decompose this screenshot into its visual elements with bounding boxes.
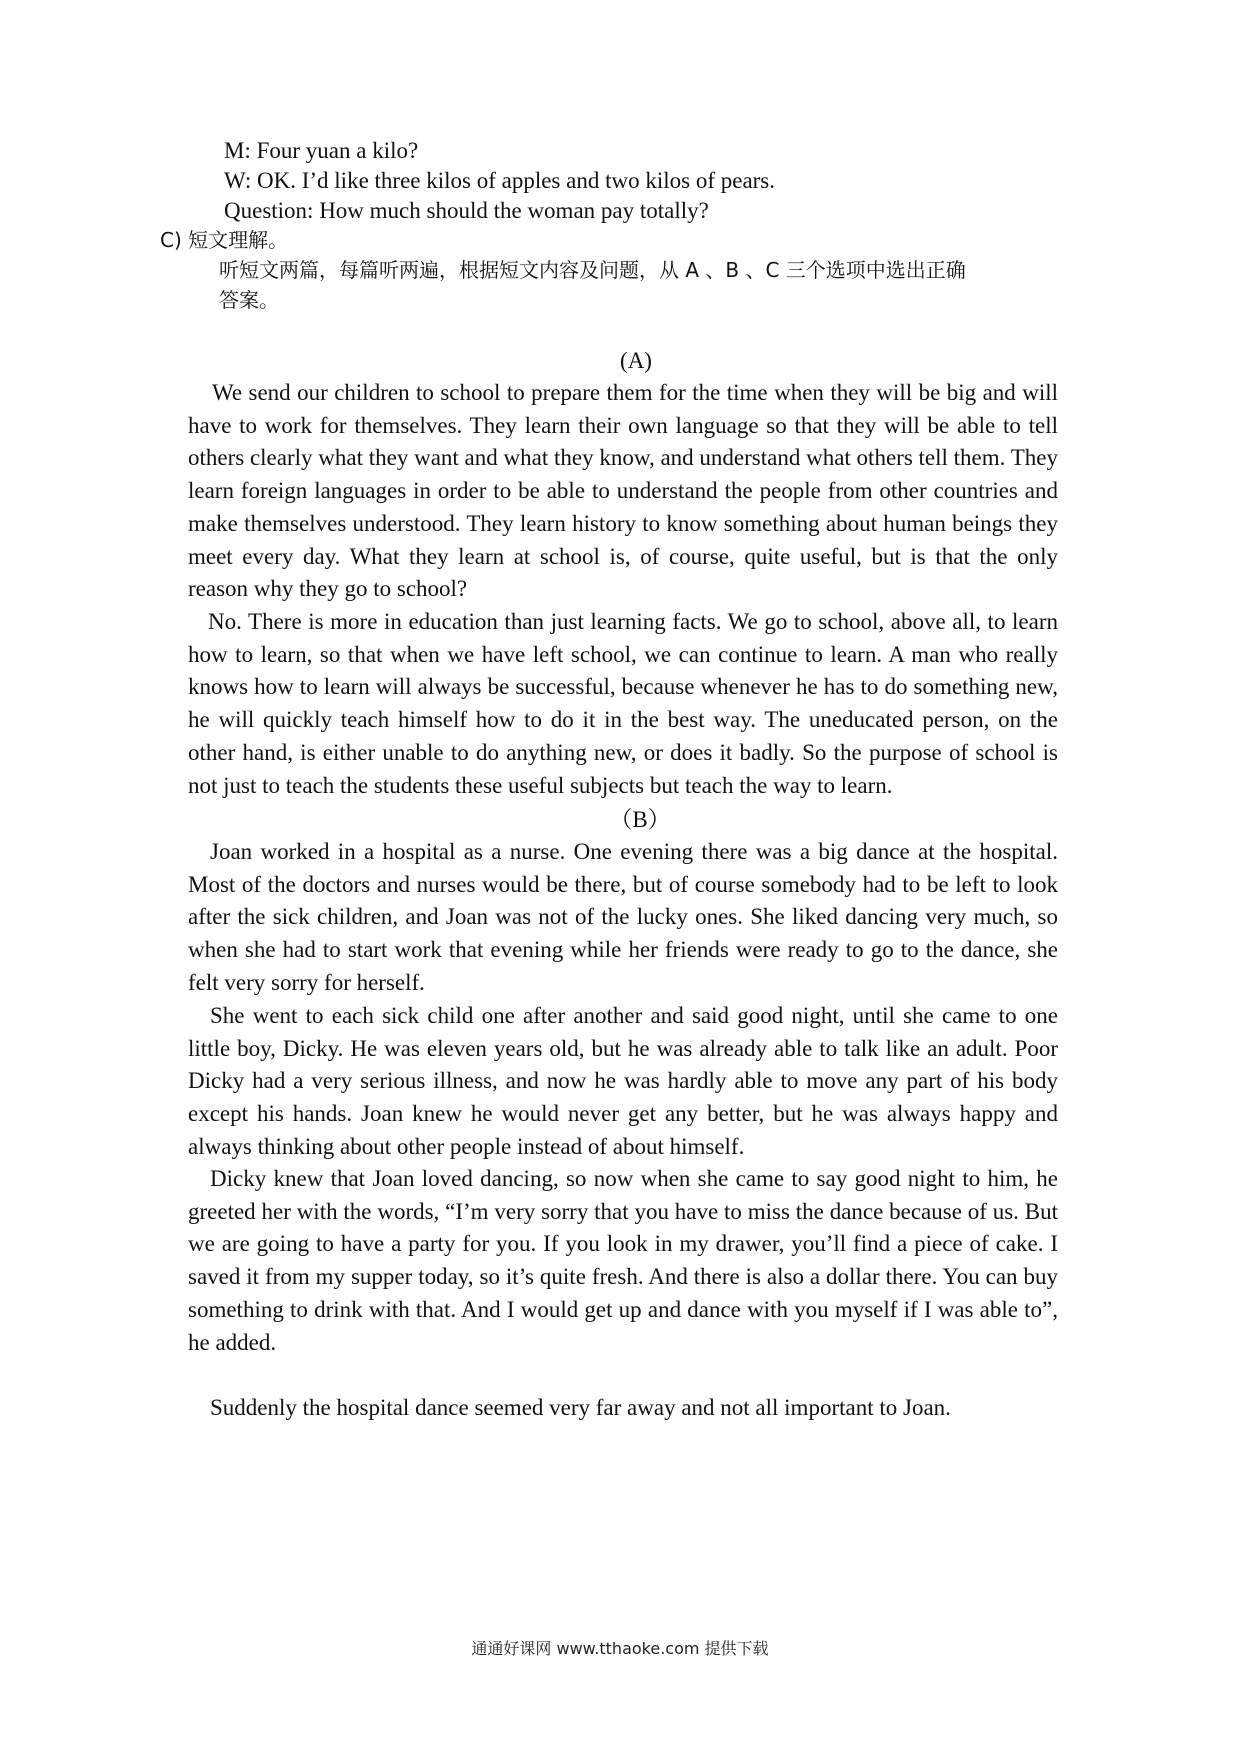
passage-a-paragraph-1: We send our children to school to prepare them for the time when they will be big and will have to work for themselves. They learn their own language so that they will be able to tell others clearly what they want and what they know, and understand what others tell them. They learn foreign languages in order to be able to understand the people from other countries and make themselves understood. They learn history to know something about human beings they meet every day. What they learn at school is, of course, quite useful, but is that the only reason why they go to school? — [188, 380, 1058, 602]
dialogue-question: Question: How much should the woman pay totally? — [224, 198, 709, 223]
section-c-heading: C) 短文理解。 — [160, 228, 289, 252]
passage-b-label: （B） — [609, 807, 671, 832]
passage-a-paragraph-2: No. There is more in education than just learning facts. We go to school, above all, to learn how to learn, so that when we have left school, we can continue to learn. A man who really knows how to learn will always be successful, because whenever he has to do something new, he will quickly teach himself how to do it in the best way. The uneducated person, on the other hand, is either unable to do anything new, or does it badly. So the purpose of school is not just to teach the students these useful subjects but teach the way to learn. — [188, 609, 1058, 798]
section-c-instruction: 听短文两篇，每篇听两遍，根据短文内容及问题，从 A 、B 、C 三个选项中选出正确 — [219, 258, 966, 282]
section-c-instruction-cont: 答案。 — [219, 288, 279, 312]
passage-a-label: (A) — [620, 348, 652, 373]
passage-b-paragraph-2: She went to each sick child one after another and said good night, until she came to one little boy, Dicky. He was eleven years old, but he was already able to talk like an adult. Poor Dicky had a very serious illness, and now he was hardly able to move any part of his body except his hands. Joan knew he would never get any better, but he was always happy and always thinking about other people instead of about himself. — [188, 1003, 1058, 1159]
passage-b-paragraph-4: Suddenly the hospital dance seemed very far away and not all important to Joan. — [210, 1395, 951, 1420]
dialogue-line-m: M: Four yuan a kilo? — [224, 138, 419, 163]
dialogue-line-w: W: OK. I’d like three kilos of apples and two kilos of pears. — [224, 168, 776, 193]
passage-b-paragraph-3: Dicky knew that Joan loved dancing, so now when she came to say good night to him, he greeted her with the words, “I’m very sorry that you have to miss the dance because of us. But we are going to have a party for you. If you look in my drawer, you’ll find a piece of cake. I saved it from my supper today, so it’s quite fresh. And there is also a dollar there. You can buy something to drink with that. And I would get up and dance with you myself if I was able to”, he added. — [188, 1166, 1058, 1355]
footer-watermark: 通通好课网 www.tthaoke.com 提供下载 — [471, 1639, 769, 1658]
passage-b-paragraph-1: Joan worked in a hospital as a nurse. One evening there was a big dance at the hospital. Most of the doctors and nurses would be there, but of course somebody had to be left to look after the sick children, and Joan was not of the lucky ones. She liked dancing very much, so when she had to start work that evening while her friends were ready to go to the dance, she felt very sorry for herself. — [188, 839, 1058, 995]
